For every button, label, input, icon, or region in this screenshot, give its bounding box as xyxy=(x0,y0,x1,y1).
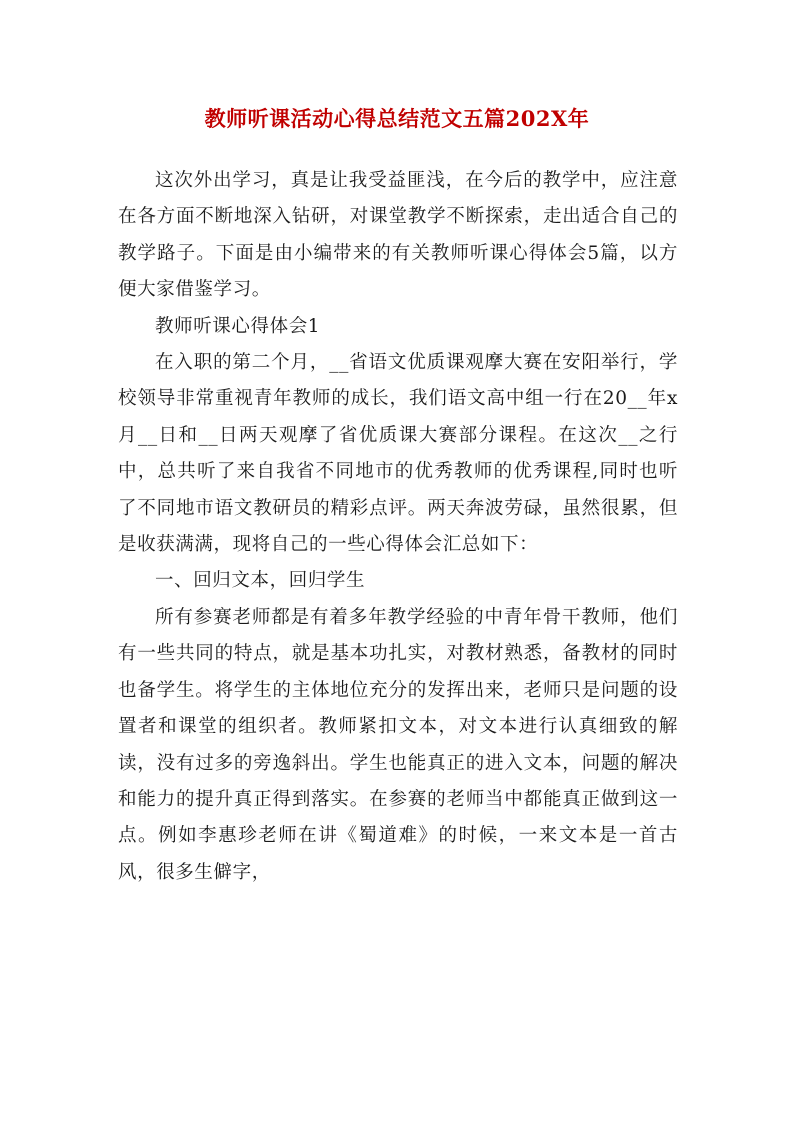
subheading-return-to-text: 一、回归文本，回归学生 xyxy=(155,570,366,592)
intro-paragraph: 这次外出学习，真是让我受益匪浅，在今后的教学中，应注意在各方面不断地深入钻研，对课堂教学不断探索，走出适合自己的教学路子。下面是由小编带来的有关教师听课心得体会5篇，以方便大家借鉴学习。 xyxy=(118,170,678,301)
paragraph-context: 在入职的第二个月，__省语文优质课观摩大赛在安阳举行，学校领导非常重视青年教师的成长，我们语文高中组一行在20__年x月__日和__日两天观摩了省优质课大赛部分课程。在这次__之行中，总共听了来自我省不同地市的优秀教师的优秀课程,同时也听了不同地市语文教研员的精彩点评。两天奔波劳碌，虽然很累，但是收获满满，现将自己的一些心得体会汇总如下： xyxy=(118,352,678,556)
section-heading-1: 教师听课心得体会1 xyxy=(155,315,321,337)
document-body xyxy=(118,163,678,891)
document-title: 教师听课活动心得总结范文五篇202X年 xyxy=(204,106,590,131)
paragraph-teachers: 所有参赛老师都是有着多年教学经验的中青年骨干教师，他们有一些共同的特点，就是基本功扎实，对教材熟悉，备教材的同时也备学生。将学生的主体地位充分的发挥出来，老师只是问题的设置者和课堂的组织者。教师紧扣文本，对文本进行认真细致的解读，没有过多的旁逸斜出。学生也能真正的进入文本，问题的解决和能力的提升真正得到落实。在参赛的老师当中都能真正做到这一点。例如李惠珍老师在讲《蜀道难》的时候，一来文本是一首古风，很多生僻字， xyxy=(118,606,678,883)
